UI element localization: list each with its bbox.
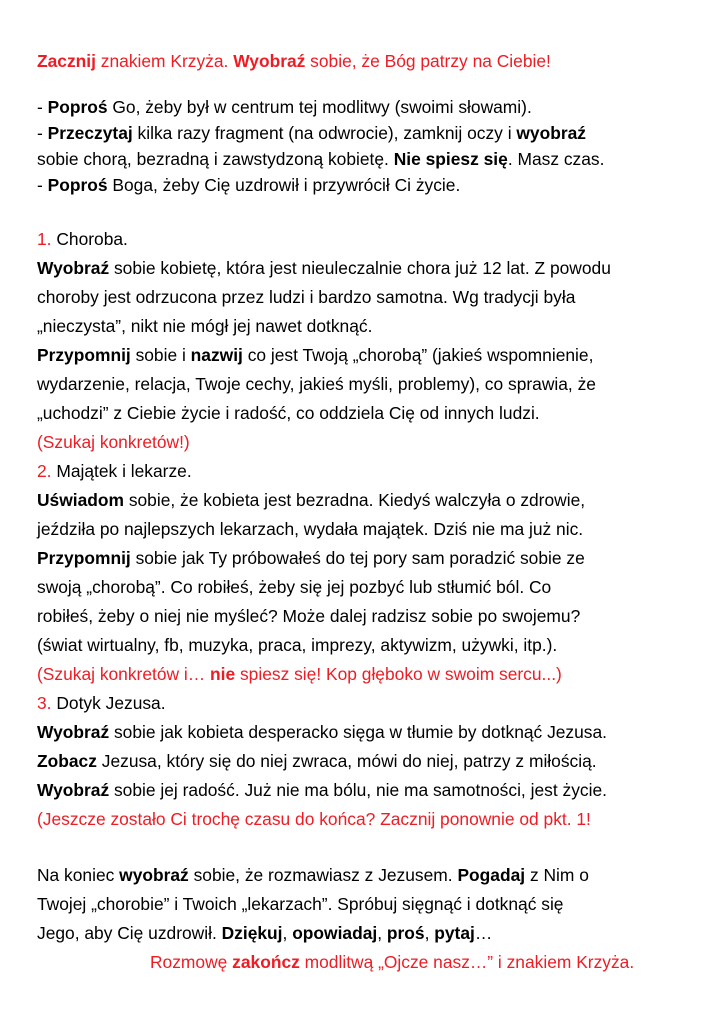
- step-ask-line: [37, 95, 697, 119]
- text-segment: wydarzenie, relacja, Twoje cechy, jakieś myśli, problemy), co sprawia, że: [37, 374, 596, 394]
- section-1-line: [37, 372, 697, 396]
- text-segment: ,: [377, 923, 387, 943]
- text-segment: Go, żeby był w centrum tej modlitwy (swoimi słowami).: [107, 97, 532, 117]
- text-segment: sobie i: [130, 345, 191, 365]
- text-segment: znakiem Krzyża.: [95, 51, 234, 71]
- text-segment: -: [37, 97, 48, 117]
- text-segment: co jest Twoją „chorobą” (jakieś wspomnienie,: [242, 345, 594, 365]
- text-segment: sobie, że kobieta jest bezradna. Kiedyś walczyła o zdrowie,: [123, 490, 586, 510]
- text-segment: Przeczytaj: [47, 123, 133, 143]
- step-read-line-cont: [37, 147, 697, 171]
- section-2-line: [37, 604, 697, 628]
- section-1-line: [37, 314, 697, 338]
- section-2-line: [37, 633, 697, 657]
- text-segment: „uchodzi” z Ciebie życie i radość, co oddziela Cię od innych ludzi.: [37, 403, 540, 423]
- text-segment: sobie kobietę, która jest nieuleczalnie chora już 12 lat. Z powodu: [109, 258, 611, 278]
- section-2-note: [37, 662, 697, 686]
- section-1-heading: [37, 227, 697, 251]
- intro-line: [37, 49, 697, 73]
- text-segment: (Jeszcze zostało Ci trochę czasu do końca? Zacznij ponownie od pkt. 1!: [37, 809, 591, 829]
- text-segment: (Szukaj konkretów i…: [37, 664, 210, 684]
- text-segment: nazwij: [190, 345, 243, 365]
- closing-line: [150, 950, 710, 974]
- text-segment: Przypomnij: [37, 548, 131, 568]
- text-segment: Rozmowę: [150, 952, 233, 972]
- text-segment: Wyobraź: [37, 258, 110, 278]
- text-segment: Jego, aby Cię uzdrowił.: [37, 923, 222, 943]
- text-segment: sobie jak Ty próbowałeś do tej pory sam poradzić sobie ze: [130, 548, 585, 568]
- text-segment: ,: [282, 923, 293, 943]
- text-segment: . Masz czas.: [507, 149, 605, 169]
- text-segment: Boga, żeby Cię uzdrowił i przywrócił Ci życie.: [107, 175, 461, 195]
- text-segment: kilka razy fragment (na odwrocie), zamknij oczy i: [132, 123, 517, 143]
- text-segment: Dziękuj: [221, 923, 283, 943]
- text-segment: wyobraź: [516, 123, 586, 143]
- text-segment: -: [37, 123, 48, 143]
- text-segment: swoją „chorobą”. Co robiłeś, żeby się jej pozbyć lub stłumić ból. Co: [37, 577, 552, 597]
- text-segment: pytaj: [434, 923, 475, 943]
- text-segment: opowiadaj: [292, 923, 378, 943]
- section-2-heading: [37, 459, 697, 483]
- text-segment: robiłeś, żeby o niej nie myśleć? Może dalej radzisz sobie po swojemu?: [37, 606, 581, 626]
- text-segment: Poproś: [47, 175, 108, 195]
- text-segment: Twojej „chorobie” i Twoich „lekarzach”. Spróbuj sięgnąć i dotknąć się: [37, 894, 564, 914]
- section-1-line: [37, 285, 697, 309]
- text-segment: nie: [210, 664, 236, 684]
- ending-line: [37, 892, 697, 916]
- text-segment: Jezusa, który się do niej zwraca, mówi do niej, patrzy z miłością.: [96, 751, 597, 771]
- section-1-line: [37, 401, 697, 425]
- text-segment: (świat wirtualny, fb, muzyka, praca, imprezy, aktywizm, używki, itp.).: [37, 635, 558, 655]
- text-segment: Zacznij: [37, 51, 96, 71]
- text-segment: zakończ: [232, 952, 300, 972]
- text-segment: …: [474, 923, 493, 943]
- text-segment: Wyobraź: [233, 51, 306, 71]
- text-segment: ,: [424, 923, 435, 943]
- text-segment: Poproś: [47, 97, 108, 117]
- text-segment: wyobraź: [119, 865, 189, 885]
- ending-line: [37, 863, 697, 887]
- text-segment: 2.: [37, 461, 57, 481]
- text-segment: Wyobraź: [37, 780, 110, 800]
- section-3-line: [37, 720, 697, 744]
- text-segment: proś: [386, 923, 425, 943]
- text-segment: Majątek i lekarze.: [56, 461, 192, 481]
- text-segment: Na koniec: [37, 865, 120, 885]
- section-1-note: [37, 430, 697, 454]
- ending-line: [37, 921, 697, 945]
- text-segment: „nieczysta”, nikt nie mógł jej nawet dotknąć.: [37, 316, 373, 336]
- text-segment: sobie, że rozmawiasz z Jezusem.: [188, 865, 458, 885]
- section-2-line: [37, 546, 697, 570]
- text-segment: Pogadaj: [457, 865, 526, 885]
- step-read-line: [37, 121, 697, 145]
- text-segment: Zobacz: [37, 751, 97, 771]
- section-3-note: [37, 807, 697, 831]
- text-segment: modlitwą „Ojcze nasz…” i znakiem Krzyża.: [299, 952, 635, 972]
- text-segment: sobie jak kobieta desperacko sięga w tłumie by dotknąć Jezusa.: [109, 722, 607, 742]
- text-segment: Wyobraź: [37, 722, 110, 742]
- text-segment: Uświadom: [37, 490, 124, 510]
- text-segment: Dotyk Jezusa.: [56, 693, 166, 713]
- section-3-heading: [37, 691, 697, 715]
- text-segment: sobie chorą, bezradną i zawstydzoną kobietę.: [37, 149, 394, 169]
- text-segment: -: [37, 175, 48, 195]
- text-segment: sobie, że Bóg patrzy na Ciebie!: [305, 51, 551, 71]
- section-1-line: [37, 343, 697, 367]
- section-3-line: [37, 778, 697, 802]
- section-2-line: [37, 517, 697, 541]
- text-segment: spiesz się! Kop głęboko w swoim sercu...): [235, 664, 562, 684]
- section-3-line: [37, 749, 697, 773]
- text-segment: z Nim o: [525, 865, 589, 885]
- section-2-line: [37, 488, 697, 512]
- section-1-line: [37, 256, 697, 280]
- text-segment: (Szukaj konkretów!): [37, 432, 190, 452]
- text-segment: 1.: [37, 229, 57, 249]
- text-segment: Nie spiesz się: [393, 149, 508, 169]
- text-segment: sobie jej radość. Już nie ma bólu, nie ma samotności, jest życie.: [109, 780, 607, 800]
- text-segment: Przypomnij: [37, 345, 131, 365]
- section-2-line: [37, 575, 697, 599]
- text-segment: jeździła po najlepszych lekarzach, wydała majątek. Dziś nie ma już nic.: [37, 519, 584, 539]
- text-segment: Choroba.: [56, 229, 128, 249]
- text-segment: 3.: [37, 693, 57, 713]
- text-segment: choroby jest odrzucona przez ludzi i bardzo samotna. Wg tradycji była: [37, 287, 576, 307]
- step-ask-boga-line: [37, 173, 697, 197]
